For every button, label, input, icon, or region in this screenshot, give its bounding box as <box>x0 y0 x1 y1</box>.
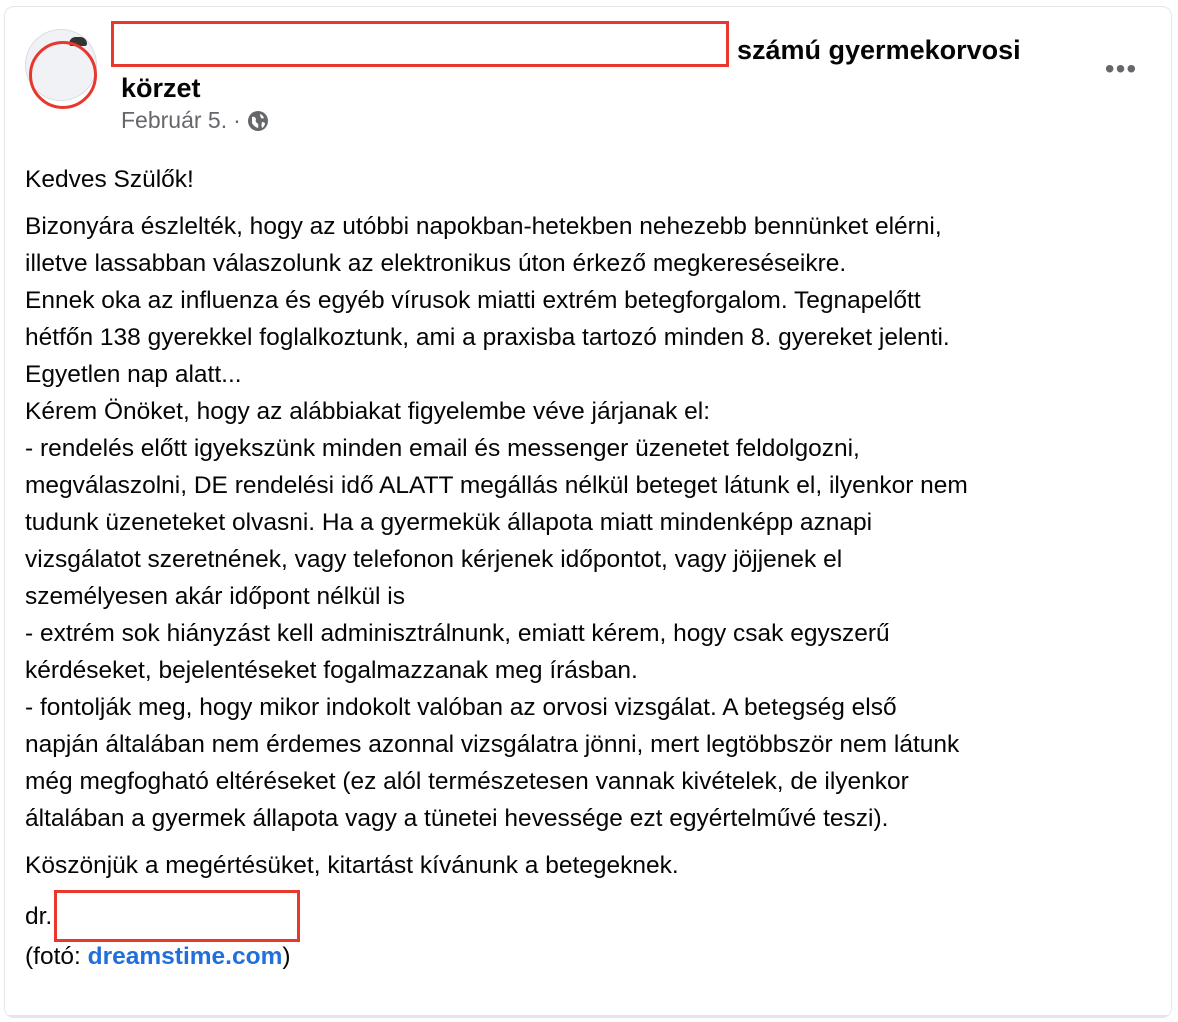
post-line: Ennek oka az influenza és egyéb vírusok miatti extrém betegforgalom. Tegnapelőtt <box>25 287 921 314</box>
signature-prefix: dr. <box>25 902 53 930</box>
post-greeting: Kedves Szülők! <box>25 166 194 193</box>
signature-line <box>25 894 1155 938</box>
post-line: kérdéseket, bejelentéseket fogalmazzanak meg írásban. <box>25 657 638 684</box>
post-line: napján általában nem érdemes azonnal vizsgálatra jönni, mert legtöbbször nem látunk <box>25 731 960 758</box>
post-main-paragraph <box>25 208 1155 837</box>
post-line: Egyetlen nap alatt... <box>25 361 242 388</box>
more-horizontal-icon[interactable]: ••• <box>1104 53 1138 84</box>
post-line: megválaszolni, DE rendelési idő ALATT megállás nélkül beteget látunk el, ilyenkor nem <box>25 472 968 499</box>
post-line: illetve lassabban válaszolunk az elektronikus úton érkező megkereséseikre. <box>25 250 847 277</box>
post-line: még megfogható eltéréseket (ez alól természetesen vannak kivételek, de ilyenkor <box>25 768 909 795</box>
post-thanks: Köszönjük a megértésüket, kitartást kívánunk a betegeknek. <box>25 852 679 879</box>
post-line: - fontolják meg, hogy mikor indokolt valóban az orvosi vizsgálat. A betegség első <box>25 694 897 721</box>
credit-prefix: (fotó: <box>25 943 88 970</box>
credit-suffix: ) <box>282 943 291 970</box>
page-name[interactable]: számú gyermekorvosi körzet <box>121 35 1021 103</box>
globe-icon[interactable] <box>247 110 269 132</box>
post-meta <box>121 107 269 134</box>
signature-redaction-box <box>54 890 300 942</box>
post-line: hétfőn 138 gyerekkel foglalkoztunk, ami a praxisba tartozó minden 8. gyereket jelenti. <box>25 324 950 351</box>
facebook-post <box>4 6 1172 1018</box>
post-line: vizsgálatot szeretnének, vagy telefonon kérjenek időpontot, vagy jöjjenek el <box>25 546 843 573</box>
post-line: Bizonyára észlelték, hogy az utóbbi napokban-hetekben nehezebb bennünket elérni, <box>25 213 942 240</box>
meta-separator: · <box>233 107 241 133</box>
post-line: - extrém sok hiányzást kell adminisztrálnunk, emiatt kérem, hogy csak egyszerű <box>25 620 890 647</box>
post-line: Kérem Önöket, hogy az alábbiakat figyelembe véve járjanak el: <box>25 398 711 425</box>
photo-credit <box>25 938 1155 975</box>
post-date[interactable]: Február 5. <box>121 107 228 133</box>
post-line: általában a gyermek állapota vagy a tünetei hevessége ezt egyértelművé teszi). <box>25 805 889 832</box>
post-body <box>25 161 1155 975</box>
post-line: - rendelés előtt igyekszünk minden email és messenger üzenetet feldolgozni, <box>25 435 860 462</box>
post-line: tudunk üzeneteket olvasni. Ha a gyermekük állapota miatt mindenképp aznapi <box>25 509 873 536</box>
post-divider <box>5 1015 1171 1017</box>
credit-link[interactable]: dreamstime.com <box>87 943 283 970</box>
avatar-redaction-circle <box>29 41 97 109</box>
post-line: személyesen akár időpont nélkül is <box>25 583 405 610</box>
